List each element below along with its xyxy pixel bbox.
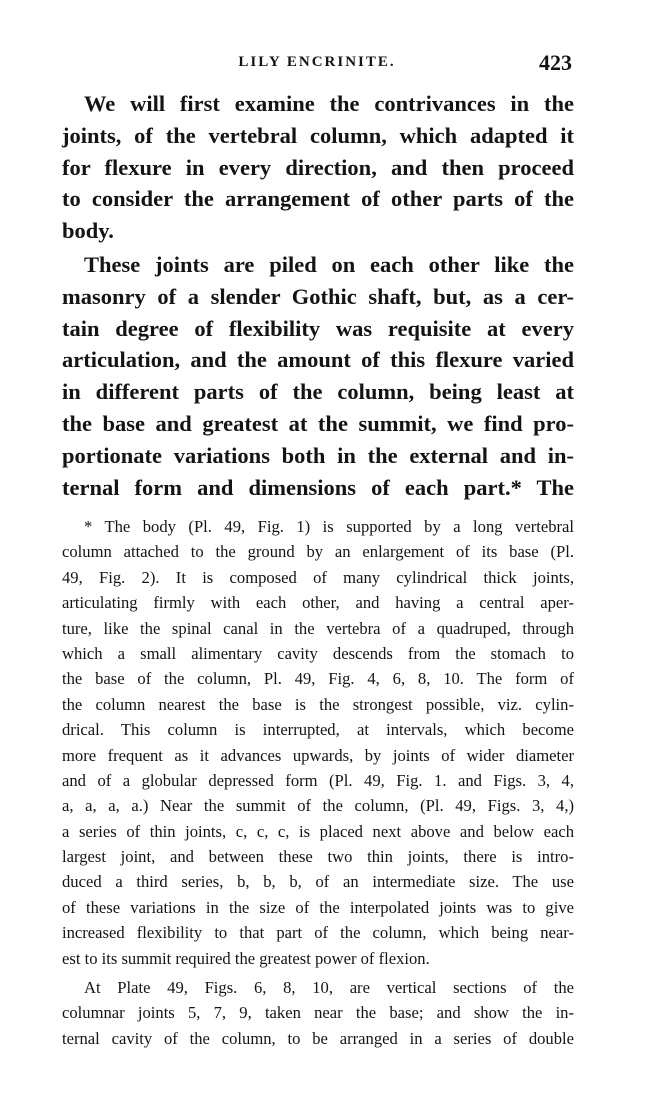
footnote-line: which a small alimentary cavity descends from the stomach to [62,643,574,663]
footnotes [62,514,574,1051]
footnote-line: increased flexibility to that part of the column, which being near- [62,923,574,943]
main-text [62,88,574,503]
text-line: portionate variations both in the external and in- [62,442,574,468]
footnote-line: a series of thin joints, c, c, c, is placed next above and below each [62,821,574,841]
footnote-line: At Plate 49, Figs. 6, 8, 10, are vertical sections of the [84,978,574,998]
footnote-line: articulating firmly with each other, and having a central aper- [62,593,574,613]
paragraph [62,88,574,247]
text-line: in different parts of the column, being least at [62,379,574,405]
footnote-line: the column nearest the base is the strongest possible, viz. cylin- [62,694,574,714]
footnote-line: ture, like the spinal canal in the vertebra of a quadruped, through [62,618,574,638]
text-line: masonry of a slender Gothic shaft, but, as a cer- [62,283,574,309]
page-header [62,50,572,80]
footnote-line: and of a globular depressed form (Pl. 49, Fig. 1. and Figs. 3, 4, [62,770,574,790]
footnote-line: a, a, a, a.) Near the summit of the column, (Pl. 49, Figs. 3, 4,) [62,796,574,816]
footnote-line: largest joint, and between these two thin joints, there is intro- [62,847,574,867]
text-line: These joints are piled on each other like the [84,251,574,277]
footnote-paragraph [62,514,574,971]
text-line: We will first examine the contrivances in the [84,91,574,116]
text-line: the base and greatest at the summit, we find pro- [62,410,574,436]
footnote-line: * The body (Pl. 49, Fig. 1) is supported by a long vertebral [84,517,574,536]
footnote-line: more frequent as it advances upwards, by joints of wider diameter [62,745,574,765]
footnote-line: drical. This column is interrupted, at intervals, which become [62,720,574,740]
footnote-line: columnar joints 5, 7, 9, taken near the base; and show the in- [62,1003,574,1023]
text-line: for flexure in every direction, and then proceed [62,154,574,180]
footnote-line: duced a third series, b, b, b, of an intermediate size. The use [62,872,574,892]
footnote-line: 49, Fig. 2). It is composed of many cylindrical thick joints, [62,567,574,587]
text-line: to consider the arrangement of other parts of the [62,186,574,212]
footnote-line: ternal cavity of the column, to be arranged in a series of double [62,1028,574,1048]
text-line: ternal form and dimensions of each part.* The [62,474,574,500]
text-line: tain degree of flexibility was requisite at every [62,315,574,341]
paragraph [62,249,574,503]
page-number: 423 [539,50,572,75]
text-line: joints, of the vertebral column, which adapted it [62,122,574,148]
footnote-line: column attached to the ground by an enlargement of its base (Pl. [62,542,574,562]
running-head: LILY ENCRINITE. [238,54,396,70]
footnote-paragraph [62,975,574,1051]
footnote-line: the base of the column, Pl. 49, Fig. 4, 6, 8, 10. The form of [62,669,574,689]
footnote-line: of these variations in the size of the interpolated joints was to give [62,897,574,917]
footnote-line: est to its summit required the greatest power of flexion. [62,948,430,968]
text-line: articulation, and the amount of this flexure varied [62,347,574,373]
text-line: body. [62,218,114,244]
